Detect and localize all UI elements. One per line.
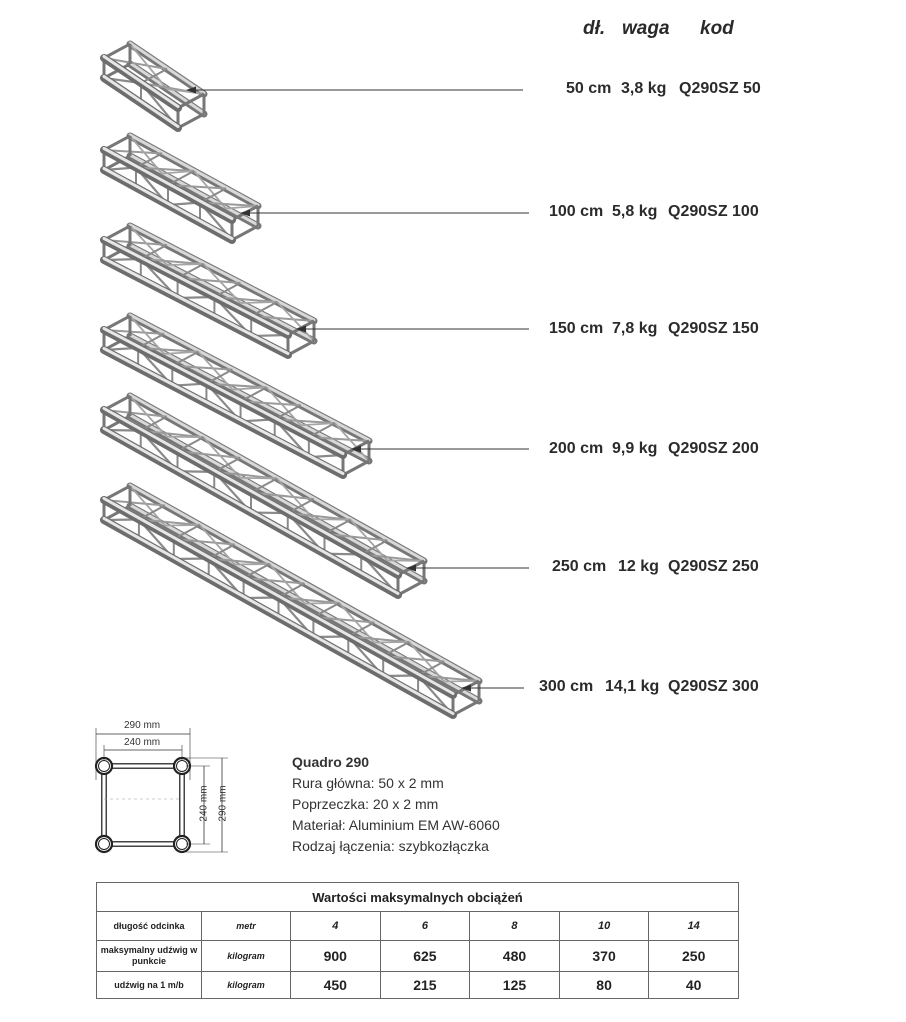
dim-outer-height: 290 mm (217, 785, 229, 822)
table-cell: 900 (291, 941, 381, 972)
table-row (97, 972, 739, 999)
table-cell: 250 (649, 941, 739, 972)
specs-material: Materiał: Aluminium EM AW-6060 (292, 817, 500, 833)
truss-specs (292, 752, 500, 857)
dim-inner-height: 240 mm (198, 785, 210, 822)
segment-code: Q290SZ 50 (679, 80, 761, 97)
table-row (97, 912, 739, 941)
table-cell: 14 (649, 912, 739, 941)
header-weight: waga (622, 18, 670, 39)
segment-weight: 3,8 kg (621, 80, 667, 97)
segment-row (539, 678, 839, 698)
row-label: maksymalny udźwig w punkcie (97, 941, 202, 972)
table-cell: 370 (559, 941, 649, 972)
segment-length: 300 cm (539, 678, 594, 695)
load-table-caption: Wartości maksymalnych obciążeń (97, 883, 739, 912)
row-unit: metr (202, 912, 291, 941)
segment-weight: 14,1 kg (605, 678, 660, 695)
segment-weight: 9,9 kg (612, 440, 658, 457)
specs-title: Quadro 290 (292, 754, 370, 770)
header-code: kod (700, 18, 734, 39)
dim-outer-width: 290 mm (124, 720, 161, 731)
segment-weight: 5,8 kg (612, 203, 658, 220)
table-cell: 10 (559, 912, 649, 941)
header-length: dł. (583, 18, 606, 39)
segment-code: Q290SZ 250 (668, 558, 759, 575)
segment-code: Q290SZ 300 (668, 678, 759, 695)
segment-code: Q290SZ 150 (668, 320, 759, 337)
row-label: długość odcinka (97, 912, 202, 941)
table-cell: 215 (380, 972, 470, 999)
specs-connection: Rodzaj łączenia: szybkozłączka (292, 838, 489, 854)
table-cell: 80 (559, 972, 649, 999)
row-unit: kilogram (202, 972, 291, 999)
segment-length: 100 cm (549, 203, 604, 220)
table-cell: 8 (470, 912, 560, 941)
table-cell: 6 (380, 912, 470, 941)
table-cell: 480 (470, 941, 560, 972)
segment-code: Q290SZ 100 (668, 203, 759, 220)
segment-length: 200 cm (549, 440, 604, 457)
dim-inner-width: 240 mm (124, 737, 161, 748)
segment-row (549, 440, 849, 460)
row-unit: kilogram (202, 941, 291, 972)
segment-length: 50 cm (566, 80, 612, 97)
segment-row (549, 203, 849, 223)
segment-length: 250 cm (552, 558, 607, 575)
segment-length: 150 cm (549, 320, 604, 337)
row-label: udźwig na 1 m/b (97, 972, 202, 999)
table-cell: 4 (291, 912, 381, 941)
segment-row (552, 558, 852, 578)
load-table (96, 882, 739, 999)
table-row (97, 941, 739, 972)
truss-segment (104, 43, 204, 128)
segment-weight: 7,8 kg (612, 320, 658, 337)
table-cell: 40 (649, 972, 739, 999)
segment-code: Q290SZ 200 (668, 440, 759, 457)
segment-row (566, 80, 866, 100)
table-cell: 125 (470, 972, 560, 999)
segment-weight: 12 kg (618, 558, 659, 575)
table-cell: 450 (291, 972, 381, 999)
specs-crossbar: Poprzeczka: 20 x 2 mm (292, 796, 439, 812)
segment-row (549, 320, 849, 340)
table-cell: 625 (380, 941, 470, 972)
specs-main-tube: Rura główna: 50 x 2 mm (292, 775, 444, 791)
